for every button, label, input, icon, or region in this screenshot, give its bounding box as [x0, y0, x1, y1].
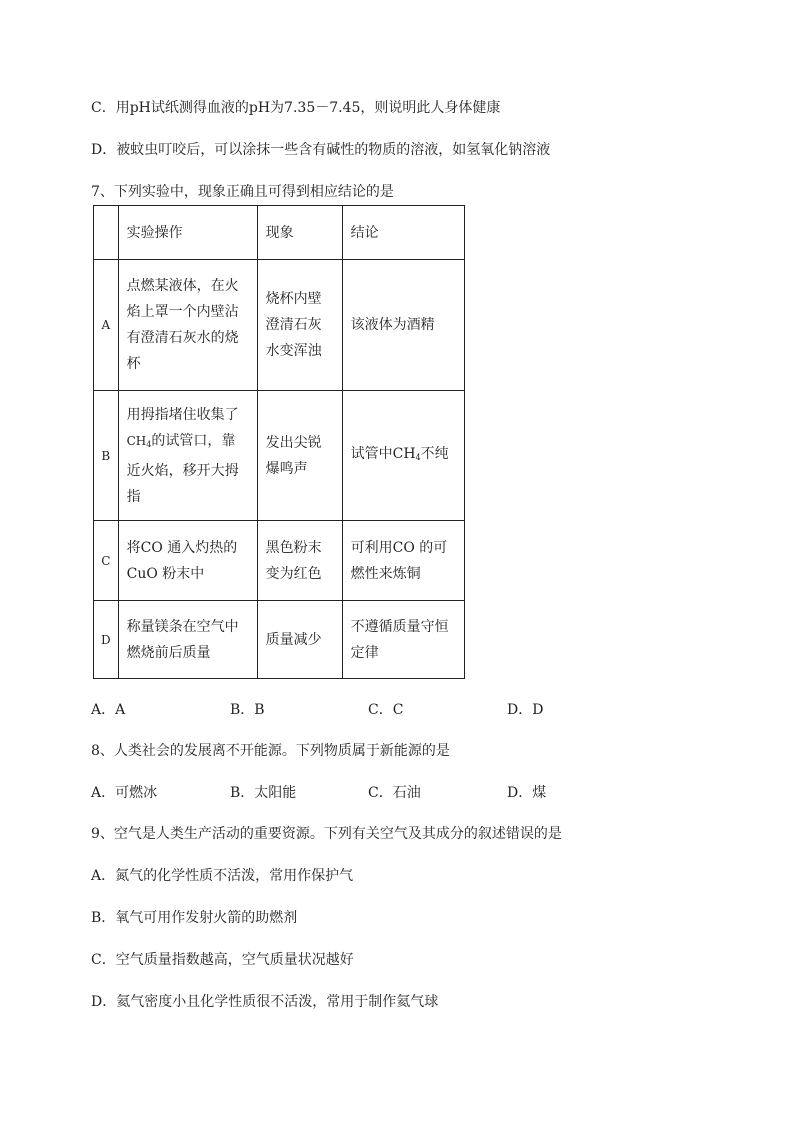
header-empty-cell	[94, 206, 119, 260]
table-row	[94, 601, 465, 679]
op-subscript: 4	[146, 439, 152, 449]
q7-table	[93, 205, 465, 679]
row-conclusion: 不遵循质量守恒定律	[342, 601, 464, 679]
row-conclusion: 可利用CO 的可燃性来炼铜	[342, 521, 464, 601]
conc-subscript: 4	[415, 452, 421, 462]
row-operation: 将CO 通入灼热的CuO 粉末中	[118, 521, 257, 601]
row-phenomenon: 质量减少	[257, 601, 342, 679]
conc-text-b: 不纯	[420, 445, 449, 462]
row-phenomenon: 发出尖锐爆鸣声	[257, 391, 342, 521]
q9-stem: 9、空气是人类生产活动的重要资源。下列有关空气及其成分的叙述错误的是	[91, 826, 562, 842]
conc-text-a: 试管中CH	[350, 445, 416, 462]
row-operation: 点燃某液体，在火焰上罩一个内壁沾有澄清石灰水的烧杯	[118, 260, 257, 391]
table-header-row	[94, 206, 465, 260]
row-phenomenon: 烧杯内壁澄清石灰水变浑浊	[257, 260, 342, 391]
q7-option-c[interactable]: C．C	[368, 702, 404, 718]
row-phenomenon: 黑色粉末变为红色	[257, 521, 342, 601]
row-operation: 称量镁条在空气中燃烧前后质量	[118, 601, 257, 679]
q9-option-d[interactable]: D．氦气密度小且化学性质很不活泼，常用于制作氦气球	[91, 994, 439, 1010]
q9-option-b[interactable]: B．氧气可用作发射火箭的助燃剂	[91, 910, 298, 926]
q8-stem: 8、人类社会的发展离不开能源。下列物质属于新能源的是	[91, 743, 450, 759]
op-formula: CH	[126, 433, 147, 448]
row-operation	[118, 391, 257, 521]
q8-option-c[interactable]: C．石油	[368, 785, 421, 801]
q9-option-a[interactable]: A．氮气的化学性质不活泼，常用作保护气	[91, 868, 354, 884]
row-letter: D	[94, 601, 119, 679]
q8-option-b[interactable]: B．太阳能	[230, 785, 297, 801]
q8-option-d[interactable]: D．煤	[507, 785, 547, 801]
header-conclusion: 结论	[342, 206, 464, 260]
table-row	[94, 260, 465, 391]
row-letter: C	[94, 521, 119, 601]
q7-option-d[interactable]: D．D	[507, 702, 544, 718]
q7-option-a[interactable]: A．A	[91, 702, 126, 718]
row-letter: B	[94, 391, 119, 521]
table-row	[94, 391, 465, 521]
q9-option-c[interactable]: C．空气质量指数越高，空气质量状况越好	[91, 952, 354, 968]
row-conclusion	[342, 391, 464, 521]
header-phenomenon: 现象	[257, 206, 342, 260]
q7-option-b[interactable]: B．B	[230, 702, 265, 718]
op-text-b: 的试管口，靠近火焰，移开大拇指	[126, 432, 239, 505]
table-row	[94, 521, 465, 601]
q7-stem: 7、下列实验中，现象正确且可得到相应结论的是	[91, 184, 394, 200]
row-conclusion: 该液体为酒精	[342, 260, 464, 391]
header-operation: 实验操作	[118, 206, 257, 260]
q6-option-c: C．用pH试纸测得血液的pH为7.35－7.45，则说明此人身体健康	[91, 100, 501, 116]
q8-option-a[interactable]: A．可燃冰	[91, 785, 158, 801]
row-letter: A	[94, 260, 119, 391]
q6-option-d: D．被蚊虫叮咬后，可以涂抹一些含有碱性的物质的溶液，如氢氧化钠溶液	[91, 142, 551, 158]
op-text-a: 用拇指堵住收集了	[126, 406, 239, 423]
